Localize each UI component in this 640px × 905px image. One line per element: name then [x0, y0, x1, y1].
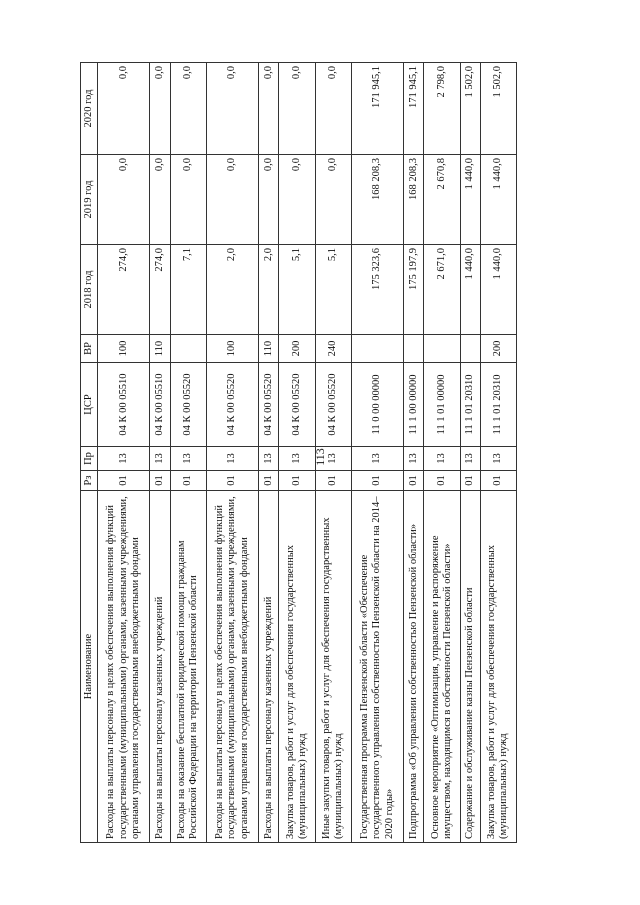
cell-2019: 0,0 [206, 155, 258, 245]
cell-vr [460, 335, 480, 363]
cell-rz: 01 [404, 471, 424, 491]
cell-rz: 01 [206, 471, 258, 491]
cell-csr: 11 1 00 00000 [404, 363, 424, 447]
cell-vr: 200 [480, 335, 516, 363]
cell-vr: 200 [279, 335, 315, 363]
table-row [206, 63, 258, 843]
cell-pr: 13 [150, 447, 170, 471]
header-vr: ВР [81, 335, 98, 363]
cell-name: Расходы на оказание бесплатной юридической помощи гражданам Российской Федерации на территории Пензенской области [170, 491, 206, 843]
cell-name: Подпрограмма «Об управлении собственностью Пензенской области» [404, 491, 424, 843]
cell-2019: 0,0 [170, 155, 206, 245]
cell-2019: 168 208,3 [351, 155, 403, 245]
cell-vr [170, 335, 206, 363]
cell-pr: 13 [424, 447, 460, 471]
table-body [98, 63, 517, 843]
cell-2019: 1 440,0 [480, 155, 516, 245]
table-row [351, 63, 403, 843]
cell-pr: 13 [98, 447, 150, 471]
cell-rz: 01 [259, 471, 279, 491]
cell-vr [424, 335, 460, 363]
cell-2018: 2,0 [259, 245, 279, 335]
header-row [81, 63, 98, 843]
cell-2019: 1 440,0 [460, 155, 480, 245]
cell-name: Расходы на выплаты персоналу казенных учреждений [259, 491, 279, 843]
table-row [460, 63, 480, 843]
cell-name: Основное мероприятие «Оптимизация, управление и распоряжение имуществом, находящимся в собственности Пензенской области» [424, 491, 460, 843]
cell-2019: 0,0 [150, 155, 170, 245]
cell-pr: 13 [460, 447, 480, 471]
cell-rz: 01 [170, 471, 206, 491]
cell-name: Расходы на выплаты персоналу в целях обеспечения выполнения функций государственными (муниципальными) органами, казенными учреждениями, органами управления государственными внебюджетными фондами [206, 491, 258, 843]
cell-2020: 171 945,1 [404, 63, 424, 155]
cell-2019: 0,0 [315, 155, 351, 245]
cell-vr: 240 [315, 335, 351, 363]
cell-2018: 7,1 [170, 245, 206, 335]
cell-name: Иные закупки товаров, работ и услуг для обеспечения государственных (муниципальных) нужд [315, 491, 351, 843]
table-row [315, 63, 351, 843]
cell-2019: 0,0 [98, 155, 150, 245]
cell-name: Расходы на выплаты персоналу казенных учреждений [150, 491, 170, 843]
cell-2020: 0,0 [206, 63, 258, 155]
header-2020: 2020 год [81, 63, 98, 155]
cell-csr: 11 0 00 00000 [351, 363, 403, 447]
cell-2018: 1 440,0 [460, 245, 480, 335]
cell-2020: 2 798,0 [424, 63, 460, 155]
cell-rz: 01 [150, 471, 170, 491]
budget-table [80, 62, 517, 843]
header-name: Наименование [81, 491, 98, 843]
cell-name: Содержание и обслуживание казны Пензенской области [460, 491, 480, 843]
cell-rz: 01 [98, 471, 150, 491]
cell-csr: 04 К 00 05520 [279, 363, 315, 447]
cell-2018: 5,1 [279, 245, 315, 335]
cell-csr: 11 1 01 00000 [424, 363, 460, 447]
cell-2020: 1 502,0 [480, 63, 516, 155]
cell-pr: 13 [279, 447, 315, 471]
cell-2020: 0,0 [170, 63, 206, 155]
cell-csr: 11 1 01 20310 [480, 363, 516, 447]
table-row [98, 63, 150, 843]
page-number: 113 [313, 448, 327, 466]
cell-vr: 110 [259, 335, 279, 363]
cell-rz: 01 [351, 471, 403, 491]
cell-rz: 01 [315, 471, 351, 491]
cell-pr: 13 [206, 447, 258, 471]
header-csr: ЦСР [81, 363, 98, 447]
cell-2020: 171 945,1 [351, 63, 403, 155]
header-2019: 2019 год [81, 155, 98, 245]
cell-name: Расходы на выплаты персоналу в целях обеспечения выполнения функций государственными (муниципальными) органами, казенными учреждениями, органами управления государственными внебюджетными фондами [98, 491, 150, 843]
table-row [480, 63, 516, 843]
table-row [424, 63, 460, 843]
rotated-table-container [80, 63, 517, 843]
cell-csr: 04 К 00 05520 [206, 363, 258, 447]
cell-2019: 2 670,8 [424, 155, 460, 245]
table-row [150, 63, 170, 843]
header-rz: Рз [81, 471, 98, 491]
cell-2019: 168 208,3 [404, 155, 424, 245]
cell-2018: 274,0 [98, 245, 150, 335]
table-row [259, 63, 279, 843]
cell-pr: 13 [170, 447, 206, 471]
cell-2018: 1 440,0 [480, 245, 516, 335]
cell-rz: 01 [279, 471, 315, 491]
cell-vr: 110 [150, 335, 170, 363]
cell-name: Закупка товаров, работ и услуг для обеспечения государственных (муниципальных) нужд [279, 491, 315, 843]
cell-2019: 0,0 [259, 155, 279, 245]
header-2018: 2018 год [81, 245, 98, 335]
cell-csr: 04 К 00 05520 [170, 363, 206, 447]
cell-name: Государственная программа Пензенской области «Обеспечение государственного управления собственностью Пензенской области на 2014–2020 годы» [351, 491, 403, 843]
cell-2020: 1 502,0 [460, 63, 480, 155]
cell-2018: 274,0 [150, 245, 170, 335]
table-row [404, 63, 424, 843]
cell-rz: 01 [460, 471, 480, 491]
cell-2020: 0,0 [150, 63, 170, 155]
cell-2020: 0,0 [98, 63, 150, 155]
cell-2020: 0,0 [259, 63, 279, 155]
cell-rz: 01 [424, 471, 460, 491]
cell-csr: 04 К 00 05510 [150, 363, 170, 447]
cell-pr: 13 [480, 447, 516, 471]
cell-pr: 13 [404, 447, 424, 471]
cell-rz: 01 [480, 471, 516, 491]
cell-2020: 0,0 [279, 63, 315, 155]
cell-csr: 04 К 00 05510 [98, 363, 150, 447]
cell-2018: 175 323,6 [351, 245, 403, 335]
cell-vr: 100 [206, 335, 258, 363]
cell-csr: 04 К 00 05520 [259, 363, 279, 447]
cell-pr: 13 [315, 447, 351, 471]
cell-pr: 13 [259, 447, 279, 471]
cell-name: Закупка товаров, работ и услуг для обеспечения государственных (муниципальных) нужд [480, 491, 516, 843]
cell-vr [404, 335, 424, 363]
cell-csr: 11 1 01 20310 [460, 363, 480, 447]
table-row [279, 63, 315, 843]
cell-2018: 2,0 [206, 245, 258, 335]
cell-2018: 175 197,9 [404, 245, 424, 335]
cell-vr: 100 [98, 335, 150, 363]
cell-pr: 13 [351, 447, 403, 471]
cell-2018: 5,1 [315, 245, 351, 335]
cell-csr: 04 К 00 05520 [315, 363, 351, 447]
cell-2018: 2 671,0 [424, 245, 460, 335]
cell-vr [351, 335, 403, 363]
header-pr: Пр [81, 447, 98, 471]
table-row [170, 63, 206, 843]
cell-2019: 0,0 [279, 155, 315, 245]
cell-2020: 0,0 [315, 63, 351, 155]
